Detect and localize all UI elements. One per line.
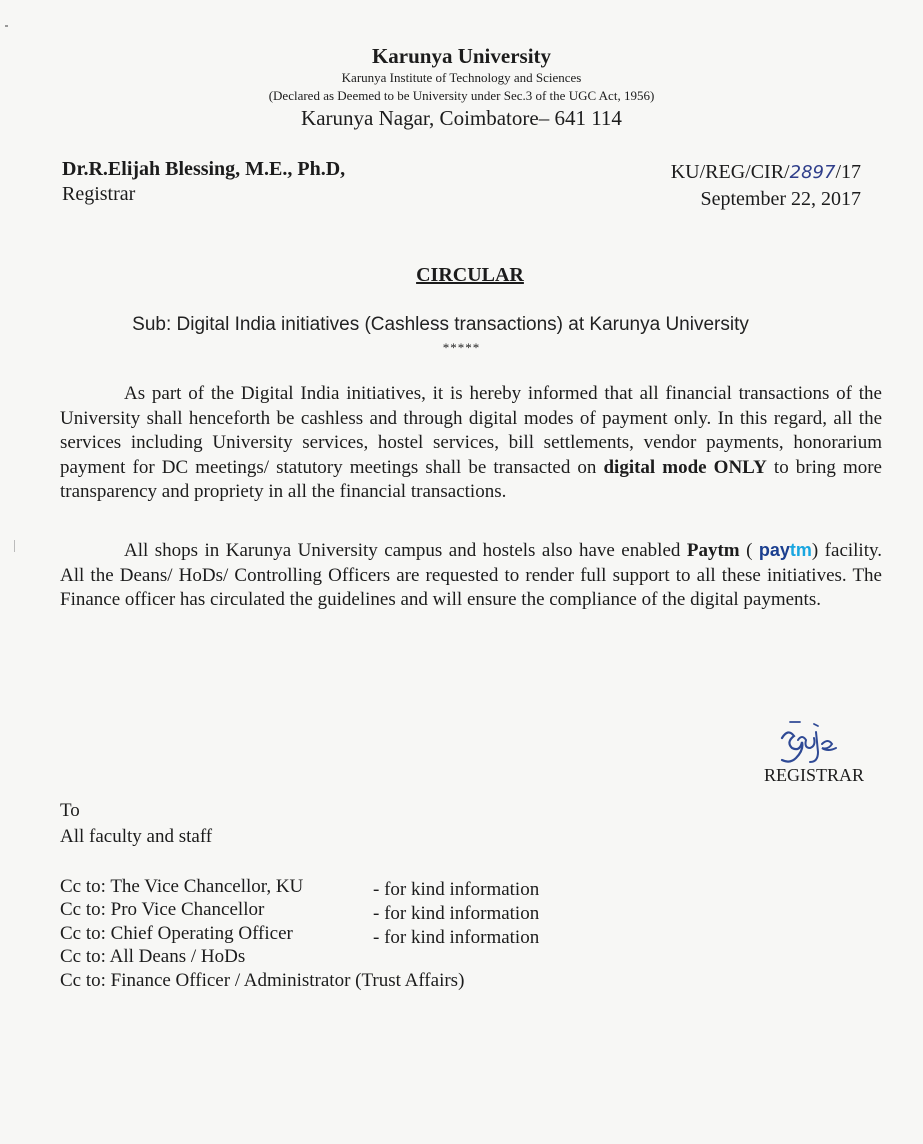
reference-handwritten-number: 2897	[789, 162, 836, 183]
cc-line: Cc to: All Deans / HoDs	[60, 946, 246, 967]
cc-line: Cc to: Chief Operating Officer	[60, 923, 293, 944]
cc-line: Cc to: Finance Officer / Administrator (Trust Affairs)	[60, 970, 465, 991]
paragraph-text: All shops in Karunya University campus and hostels also have enabled	[124, 540, 687, 561]
institute-name: Karunya Institute of Technology and Sciences	[341, 70, 582, 85]
sender-role: Registrar	[62, 183, 136, 205]
cc-note: - for kind information	[373, 927, 540, 948]
paragraph-paytm	[60, 539, 882, 613]
scan-speck	[5, 25, 8, 27]
paytm-logo-tm: tm	[789, 540, 812, 560]
circular-subject: Sub: Digital India initiatives (Cashless transactions) at Karunya University	[132, 314, 749, 335]
paragraph-emphasis: Paytm	[686, 540, 740, 561]
paytm-logo-pay: pay	[758, 540, 790, 560]
deemed-declaration: (Declared as Deemed to be University under Sec.3 of the UGC Act, 1956)	[268, 88, 655, 103]
university-address: Karunya Nagar, Coimbatore– 641 114	[301, 106, 622, 130]
scan-speck	[14, 540, 15, 552]
paragraph-text: to bring more transparency and propriety in all the financial transactions.	[60, 456, 882, 502]
paytm-logo	[759, 541, 812, 559]
paragraph-cashless	[60, 382, 882, 505]
sender-name: Dr.R.Elijah Blessing, M.E., Ph.D,	[62, 158, 346, 180]
university-name: Karunya University	[371, 44, 552, 68]
cc-line: Cc to: Pro Vice Chancellor	[60, 899, 265, 920]
to-recipients: All faculty and staff	[60, 826, 213, 847]
cc-note: - for kind information	[373, 879, 540, 900]
paragraph-text: (	[739, 540, 759, 561]
circular-title: CIRCULAR	[416, 264, 524, 286]
circular-date: September 22, 2017	[700, 188, 861, 210]
paragraph-emphasis: digital mode ONLY	[603, 456, 767, 478]
cc-note: - for kind information	[373, 903, 540, 924]
cc-line: Cc to: The Vice Chancellor, KU	[60, 876, 304, 897]
registrar-signature-label: REGISTRAR	[764, 765, 865, 785]
reference-number	[671, 161, 861, 184]
paragraph-text: ) facility. All the Deans/ HoDs/ Controlling Officers are requested to render full support to all these initiatives. The Finance officer has circulated the guidelines and will ensure the compliance of the digital payments.	[60, 540, 883, 610]
separator-stars: *****	[442, 340, 481, 355]
reference-suffix: /17	[835, 161, 861, 183]
paragraph-text: As part of the Digital India initiatives, it is hereby informed that all financial transactions of the University shall henceforth be cashless and through digital modes of payment only. In this regard, all the services including University services, hostel services, bill settlements, vendor payments, honorarium payment for DC meetings/ statutory meetings shall be transacted on	[60, 383, 882, 478]
reference-prefix: KU/REG/CIR/	[670, 161, 790, 183]
to-label: To	[60, 800, 80, 821]
